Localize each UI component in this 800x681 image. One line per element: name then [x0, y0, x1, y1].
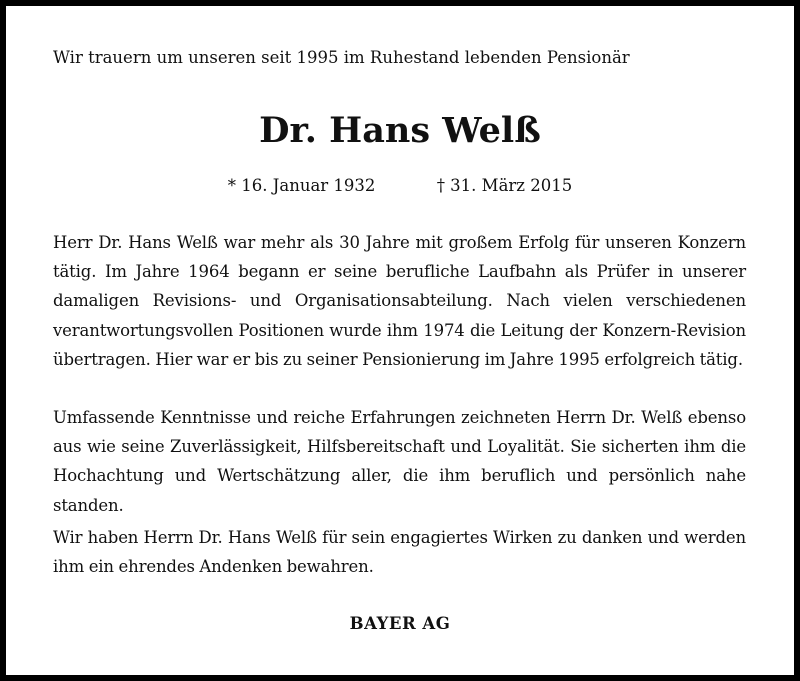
company-signature: BAYER AG	[349, 614, 451, 633]
tribute-paragraph: Umfassende Kenntnisse und reiche Erfahrungen zeichneten Herrn Dr. Welß ebenso aus wie seine Zuverlässigkeit, Hilfsbereitschaft und Loyalität. Sie sicherten ihm die Hochachtung und Wertschätzung aller, die ihm beruflich und persönlich nahe standen.	[53, 408, 746, 515]
death-date: † 31. März 2015	[436, 176, 573, 195]
deceased-name: Dr. Hans Welß	[259, 110, 541, 151]
closing-paragraph: Wir haben Herrn Dr. Hans Welß für sein engagiertes Wirken zu danken und werden ihm ein ehrendes Andenken bewahren.	[53, 528, 746, 577]
birth-date: * 16. Januar 1932	[227, 176, 376, 195]
life-dates	[6, 176, 794, 195]
intro-line: Wir trauern um unseren seit 1995 im Ruhestand lebenden Pensionär	[53, 48, 630, 67]
career-paragraph: Herr Dr. Hans Welß war mehr als 30 Jahre mit großem Erfolg für unseren Konzern tätig. Im Jahre 1964 begann er seine berufliche Laufbahn als Prüfer in unserer damaligen Revisions- und Organisationsabteilung. Nach vielen verschiedenen verantwortungsvollen Positionen wurde ihm 1974 die Leitung der Konzern-Revision übertragen. Hier war er bis zu seiner Pensionierung im Jahre 1995 erfolgreich tätig.	[53, 233, 746, 369]
